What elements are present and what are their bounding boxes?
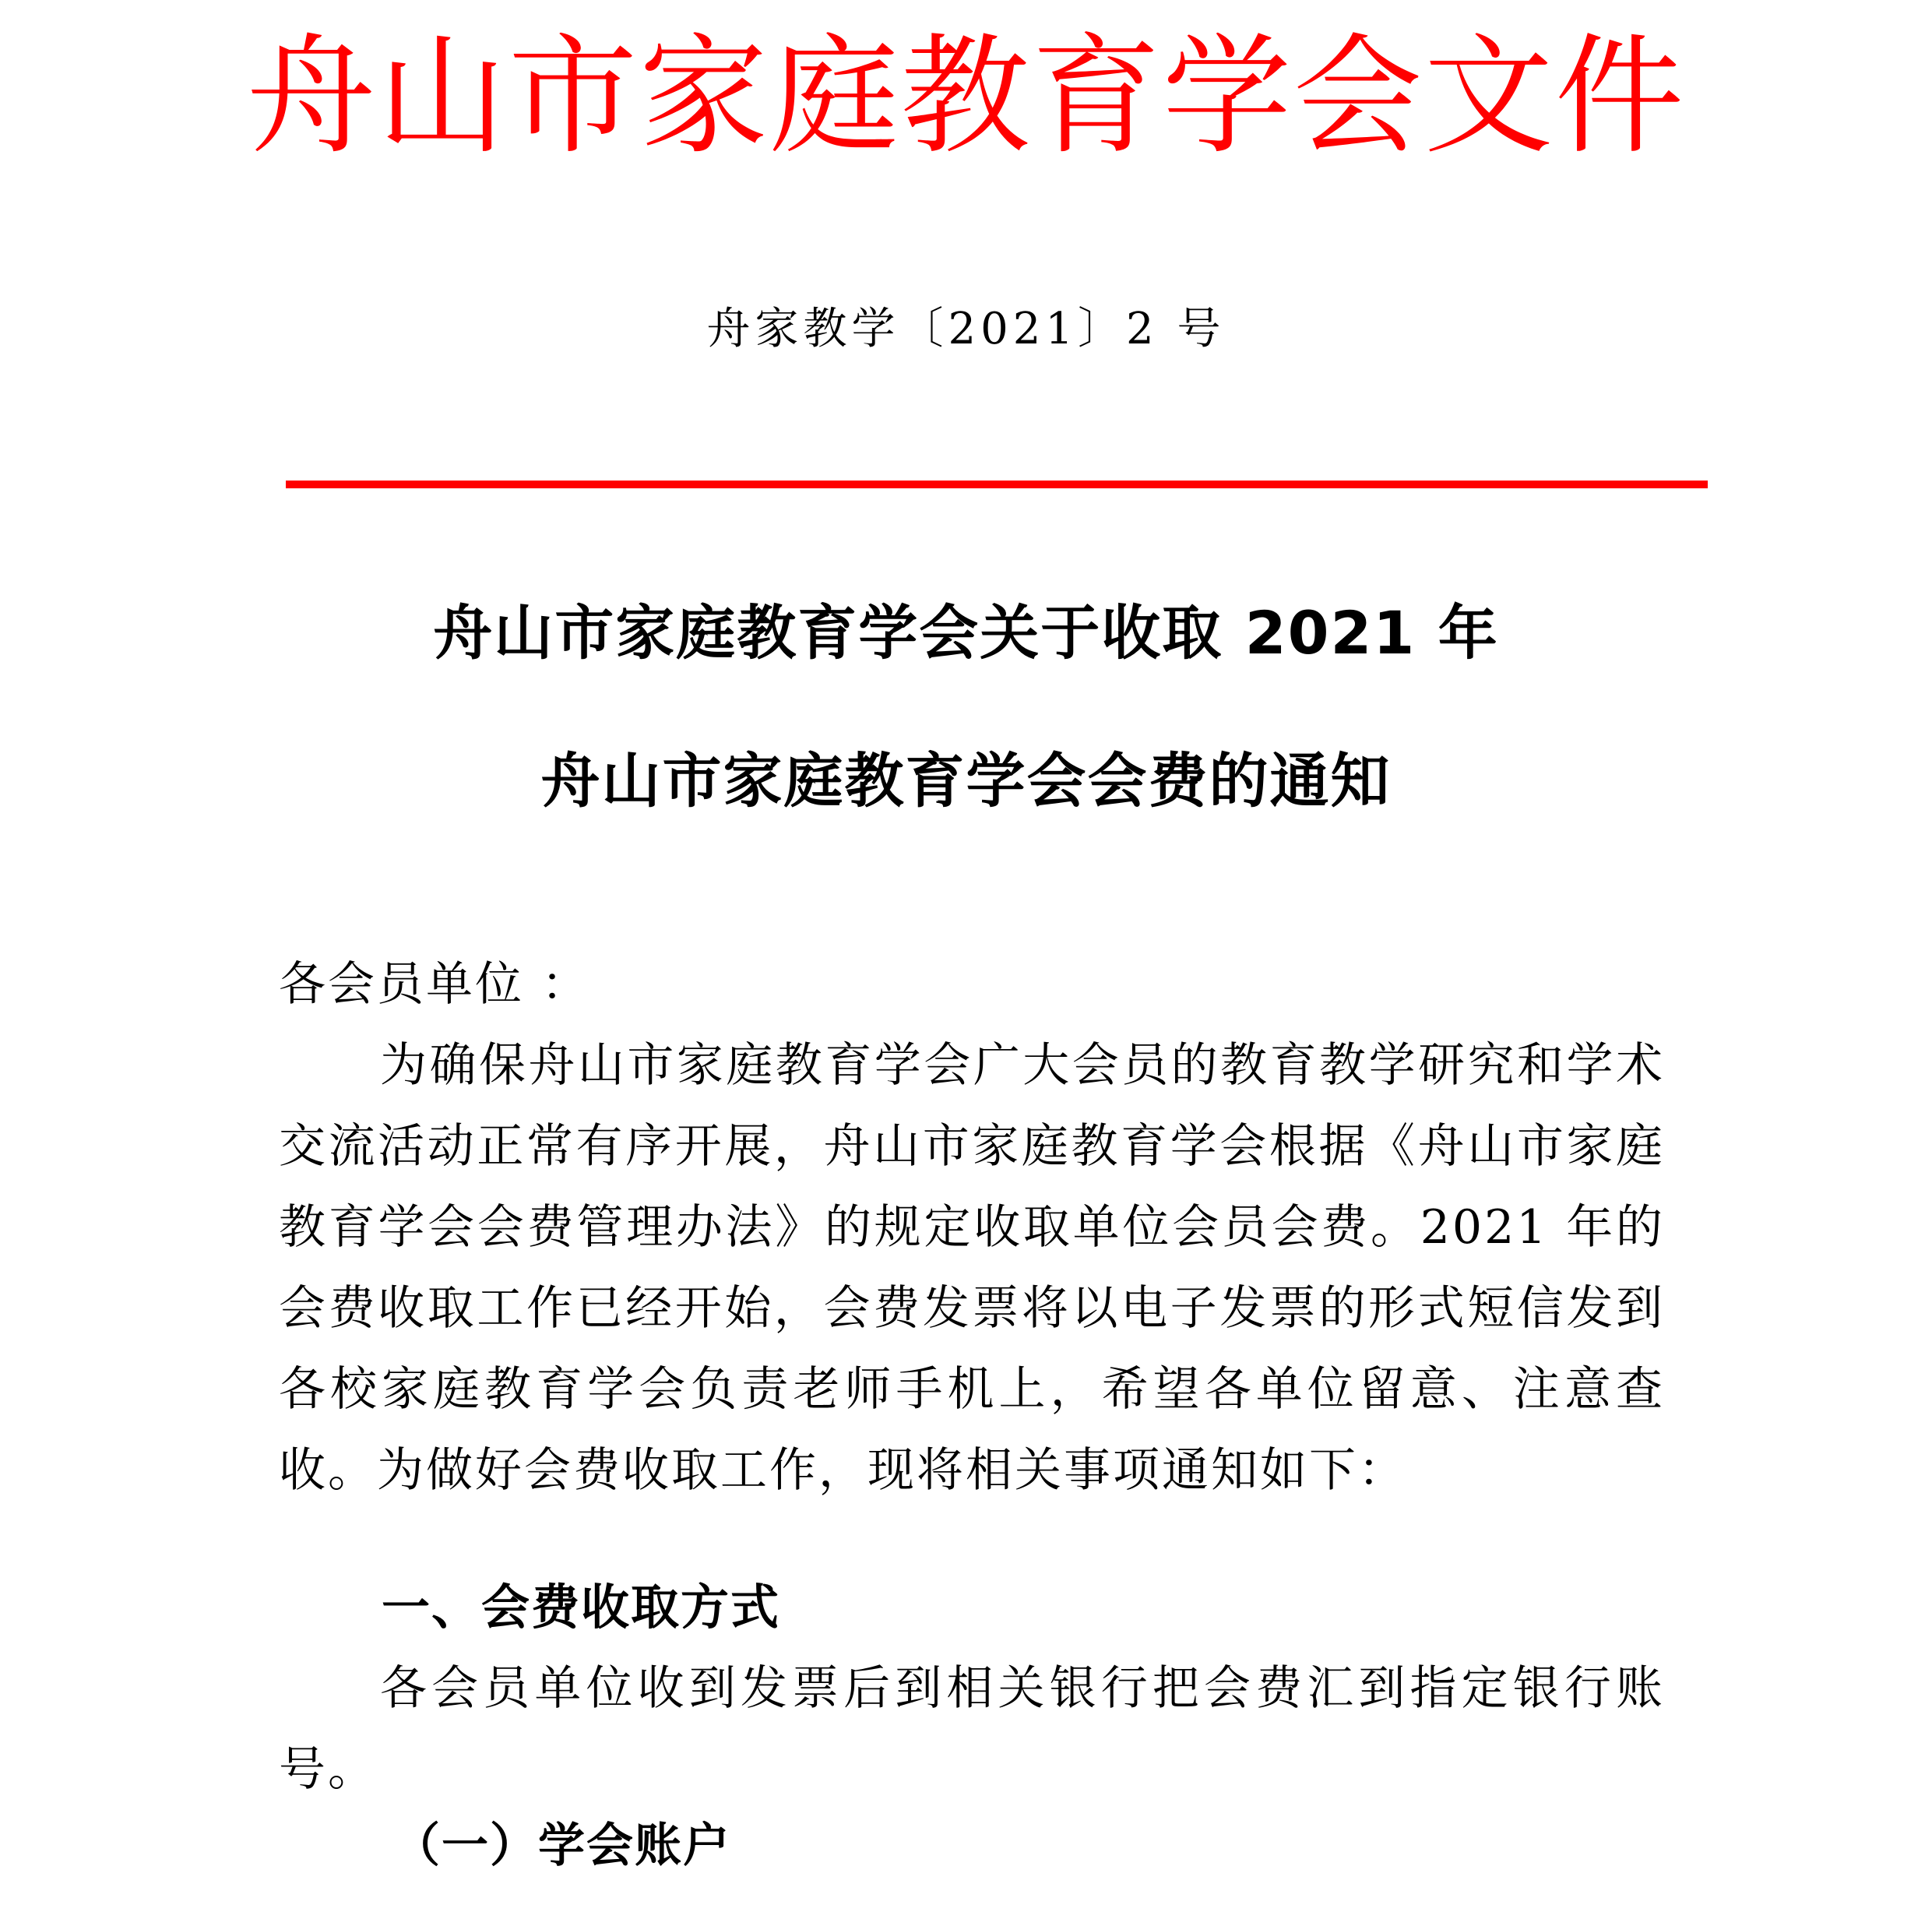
red-divider-line <box>286 481 1708 488</box>
notice-title-line-2: 舟山市家庭教育学会会费的通知 <box>540 746 1392 815</box>
document-number: 舟家教学〔2021〕2 号 <box>706 304 1226 354</box>
body-paragraph-1: 为确保舟山市家庭教育学会广大会员的教育教学研究和学术交流活动正常有序开展，舟山市家庭教育学会根据《舟山市家庭教育学会会费管理办法》的规定收取单位会员会费。2021 年的会费收取工作已经开始，会费发票将以电子发票的形式短信发到各校家庭教育学会负责老师手机上，希望各单位留意、注意查收。为做好会费收取工作，现将相关事项通知如下： <box>279 1038 1665 1498</box>
notice-title-line-1: 舟山市家庭教育学会关于收取 2021 年 <box>433 598 1499 667</box>
section-heading-fee-collection-method: 一、会费收取方式 <box>382 1579 781 1636</box>
subsection-heading-society-account: （一）学会账户 <box>393 1819 731 1873</box>
salutation: 各会员单位 ： <box>279 957 591 1012</box>
body-paragraph-2: 各会员单位收到发票后到相关银行把会费汇到指定银行账号。 <box>279 1661 1665 1797</box>
document-header-title: 舟山市家庭教育学会文件 <box>246 22 1686 172</box>
